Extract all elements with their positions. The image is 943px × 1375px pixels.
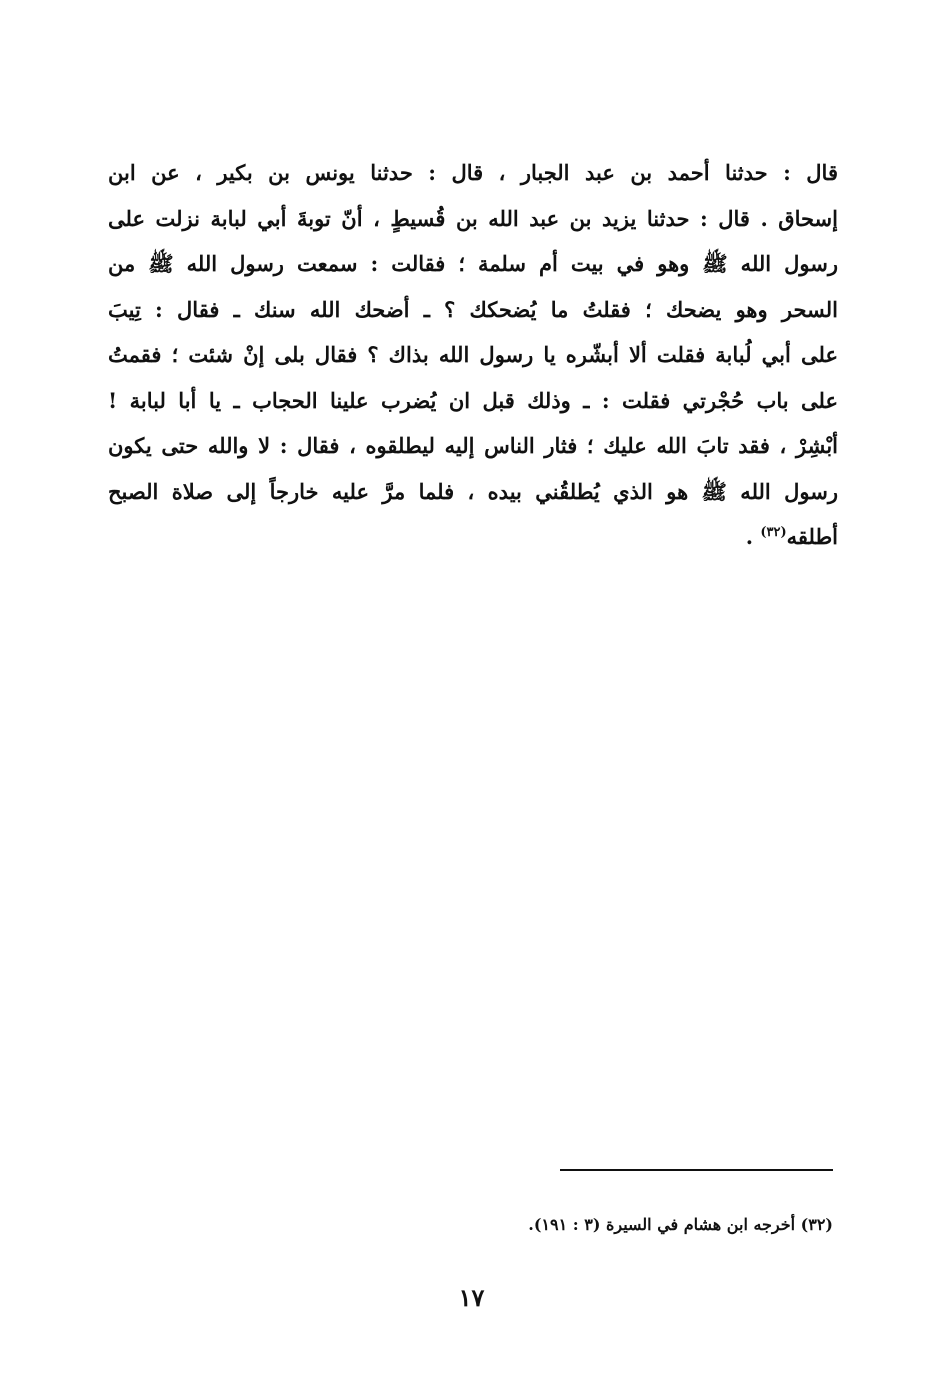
footnote-divider [560, 1169, 833, 1171]
text-line: رسول الله ﷺ هو الذي يُطلقُني بيده ، فلما مرَّ عليه خارجاً إلى صلاة الصبح [108, 478, 838, 504]
footnote-reference: (٣٢) [760, 525, 787, 540]
text-line: على باب حُجْرتي فقلت : ـ وذلك قبل ان يُضرب علينا الحجاب ـ يا أبا لبابة ! [108, 387, 838, 413]
footnote: (٣٢) أخرجه ابن هشام في السيرة (٣ : ١٩١). [528, 1215, 833, 1234]
text-line: أبْشِرْ ، فقد تابَ الله عليك ؛ فثار الناس إليه ليطلقوه ، فقال : لا والله حتى يكون [108, 433, 838, 458]
text-line: إسحاق . قال : حدثنا يزيد بن عبد الله بن قُسيطٍ ، أنّ توبةَ أبي لبابة نزلت على [108, 205, 838, 231]
page-number: ١٧ [458, 1283, 485, 1312]
text-line: السحر وهو يضحك ؛ فقلتُ ما يُضحكك ؟ ـ أضحك الله سنك ـ فقال : تِيبَ [108, 296, 838, 322]
text-line: على أبي لُبابة فقلت ألا أبشّره يا رسول الله بذاك ؟ فقال بلى إنْ شئت ؛ فقمتُ [108, 342, 838, 367]
main-text-block [108, 150, 838, 560]
last-line-text: أطلقه [786, 524, 838, 549]
text-line: قال : حدثنا أحمد بن عبد الجبار ، قال : حدثنا يونس بن بكير ، عن ابن [108, 160, 838, 185]
last-line-end: . [745, 524, 761, 549]
text-line-last [108, 514, 838, 560]
text-line: رسول الله ﷺ وهو في بيت أم سلمة ؛ فقالت : سمعت رسول الله ﷺ من [108, 251, 838, 276]
